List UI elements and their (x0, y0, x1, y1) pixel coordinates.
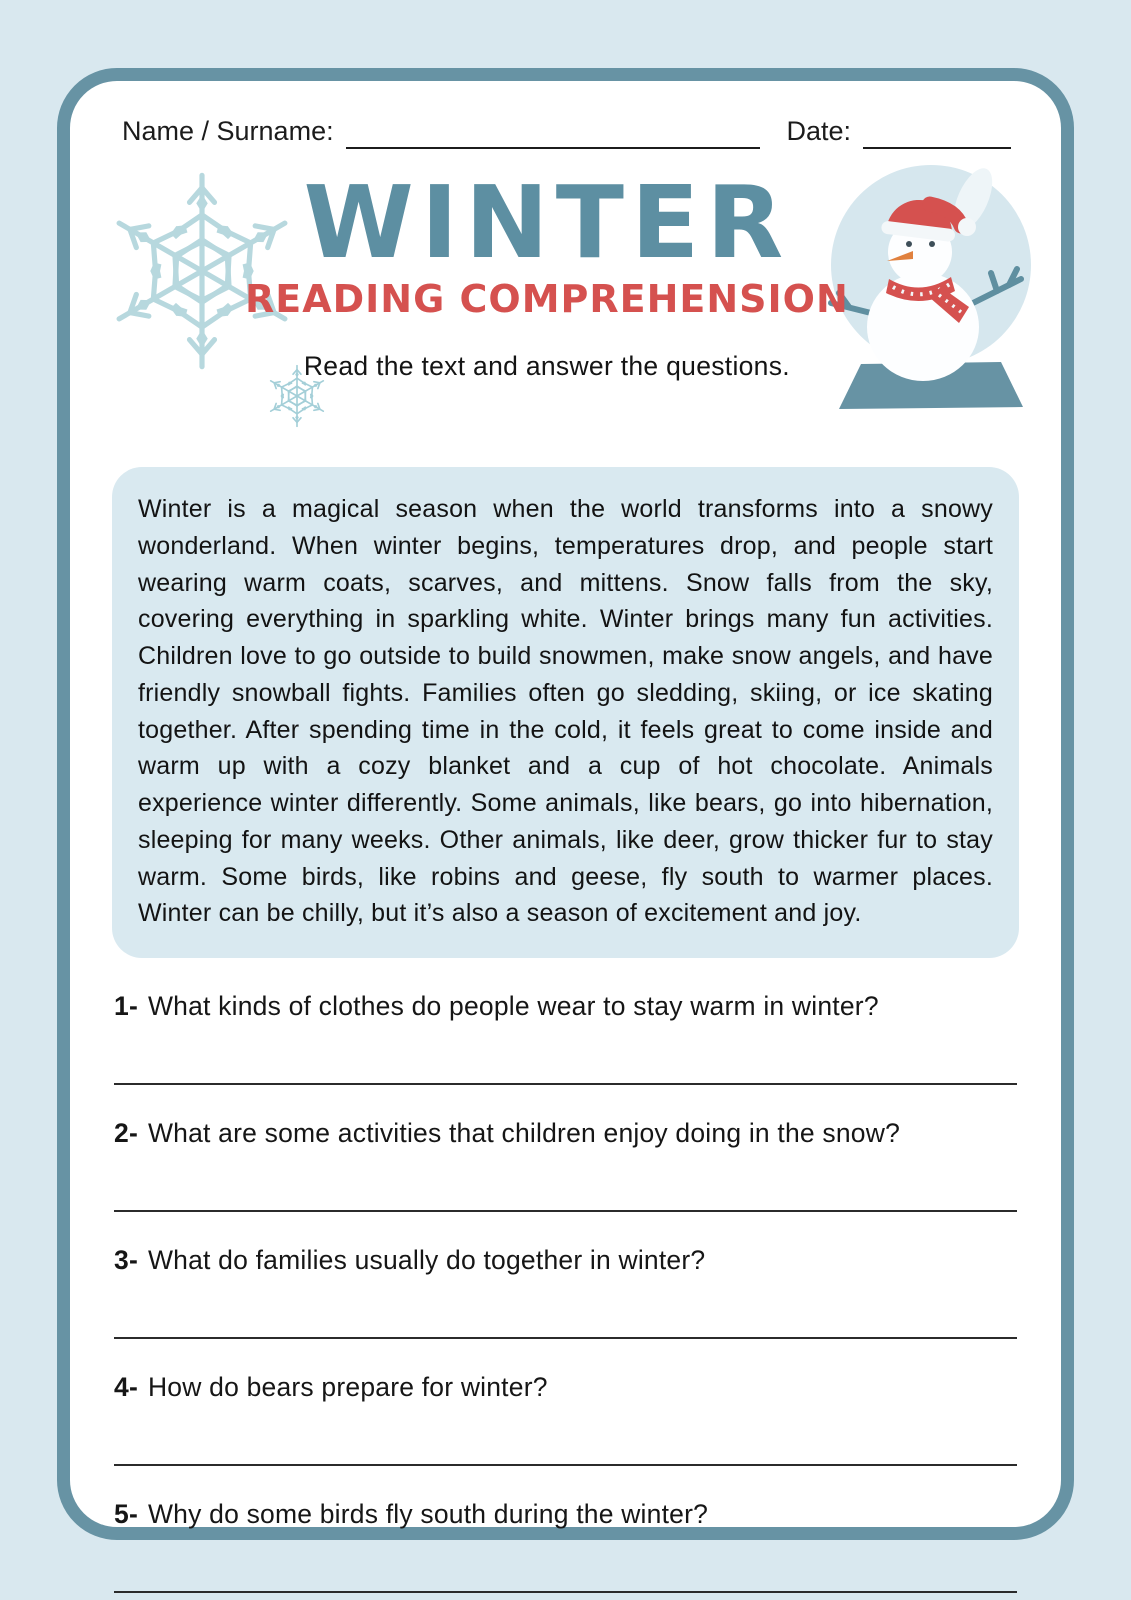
question-number: 3- (114, 1245, 138, 1275)
question-text: 5- Why do some birds fly south during the winter? (114, 1499, 709, 1529)
answer-line (114, 1052, 1017, 1085)
worksheet-card (57, 68, 1074, 1540)
question-number: 4- (114, 1372, 138, 1402)
question-number: 1- (114, 991, 138, 1021)
question-1 (114, 991, 1017, 1085)
passage-text: Winter is a magical season when the world transforms into a snowy wonderland. When winter begins, temperatures drop, and people start wearing warm coats, scarves, and mittens. Snow falls from the sky, covering everything in sparkling white. Winter brings many fun activities. Children love to go outside to build snowmen, make snow angels, and have friendly snowball fights. Families often go sledding, skiing, or ice skating together. After spending time in the cold, it feels great to come inside and warm up with a cozy blanket and a cup of hot chocolate. Animals experience winter differently. Some animals, like bears, go into hibernation, sleeping for many weeks. Other animals, like deer, grow thicker fur to stay warm. Some birds, like robins and geese, fly south to warmer places. Winter can be chilly, but it’s also a season of excitement and joy. (138, 495, 993, 928)
date-label: Date: (786, 116, 851, 146)
question-text: 1- What kinds of clothes do people wear to stay warm in winter? (114, 991, 879, 1021)
worksheet-title: WINTER (303, 164, 791, 281)
name-write-line (346, 119, 761, 149)
question-text: 2- What are some activities that children enjoy doing in the snow? (114, 1118, 901, 1148)
question-text: 4- How do bears prepare for winter? (114, 1372, 548, 1402)
question-text: 3- What do families usually do together in winter? (114, 1245, 706, 1275)
answer-line (114, 1560, 1017, 1593)
worksheet-subtitle: READING COMPREHENSION (244, 277, 849, 321)
questions-section (112, 991, 1019, 1593)
question-3 (114, 1245, 1017, 1339)
question-4 (114, 1372, 1017, 1466)
question-2 (114, 1118, 1017, 1212)
passage-box (112, 467, 1019, 958)
question-5 (114, 1499, 1017, 1593)
question-number: 2- (114, 1118, 138, 1148)
name-surname-label: Name / Surname: (122, 116, 334, 146)
instruction-text: Read the text and answer the questions. (303, 351, 790, 381)
answer-line (114, 1306, 1017, 1339)
hero-section (112, 164, 1019, 467)
header-row (112, 107, 1019, 149)
answer-line (114, 1179, 1017, 1212)
title-block (237, 164, 857, 382)
question-number: 5- (114, 1499, 138, 1529)
date-write-line (863, 119, 1011, 149)
answer-line (114, 1433, 1017, 1466)
